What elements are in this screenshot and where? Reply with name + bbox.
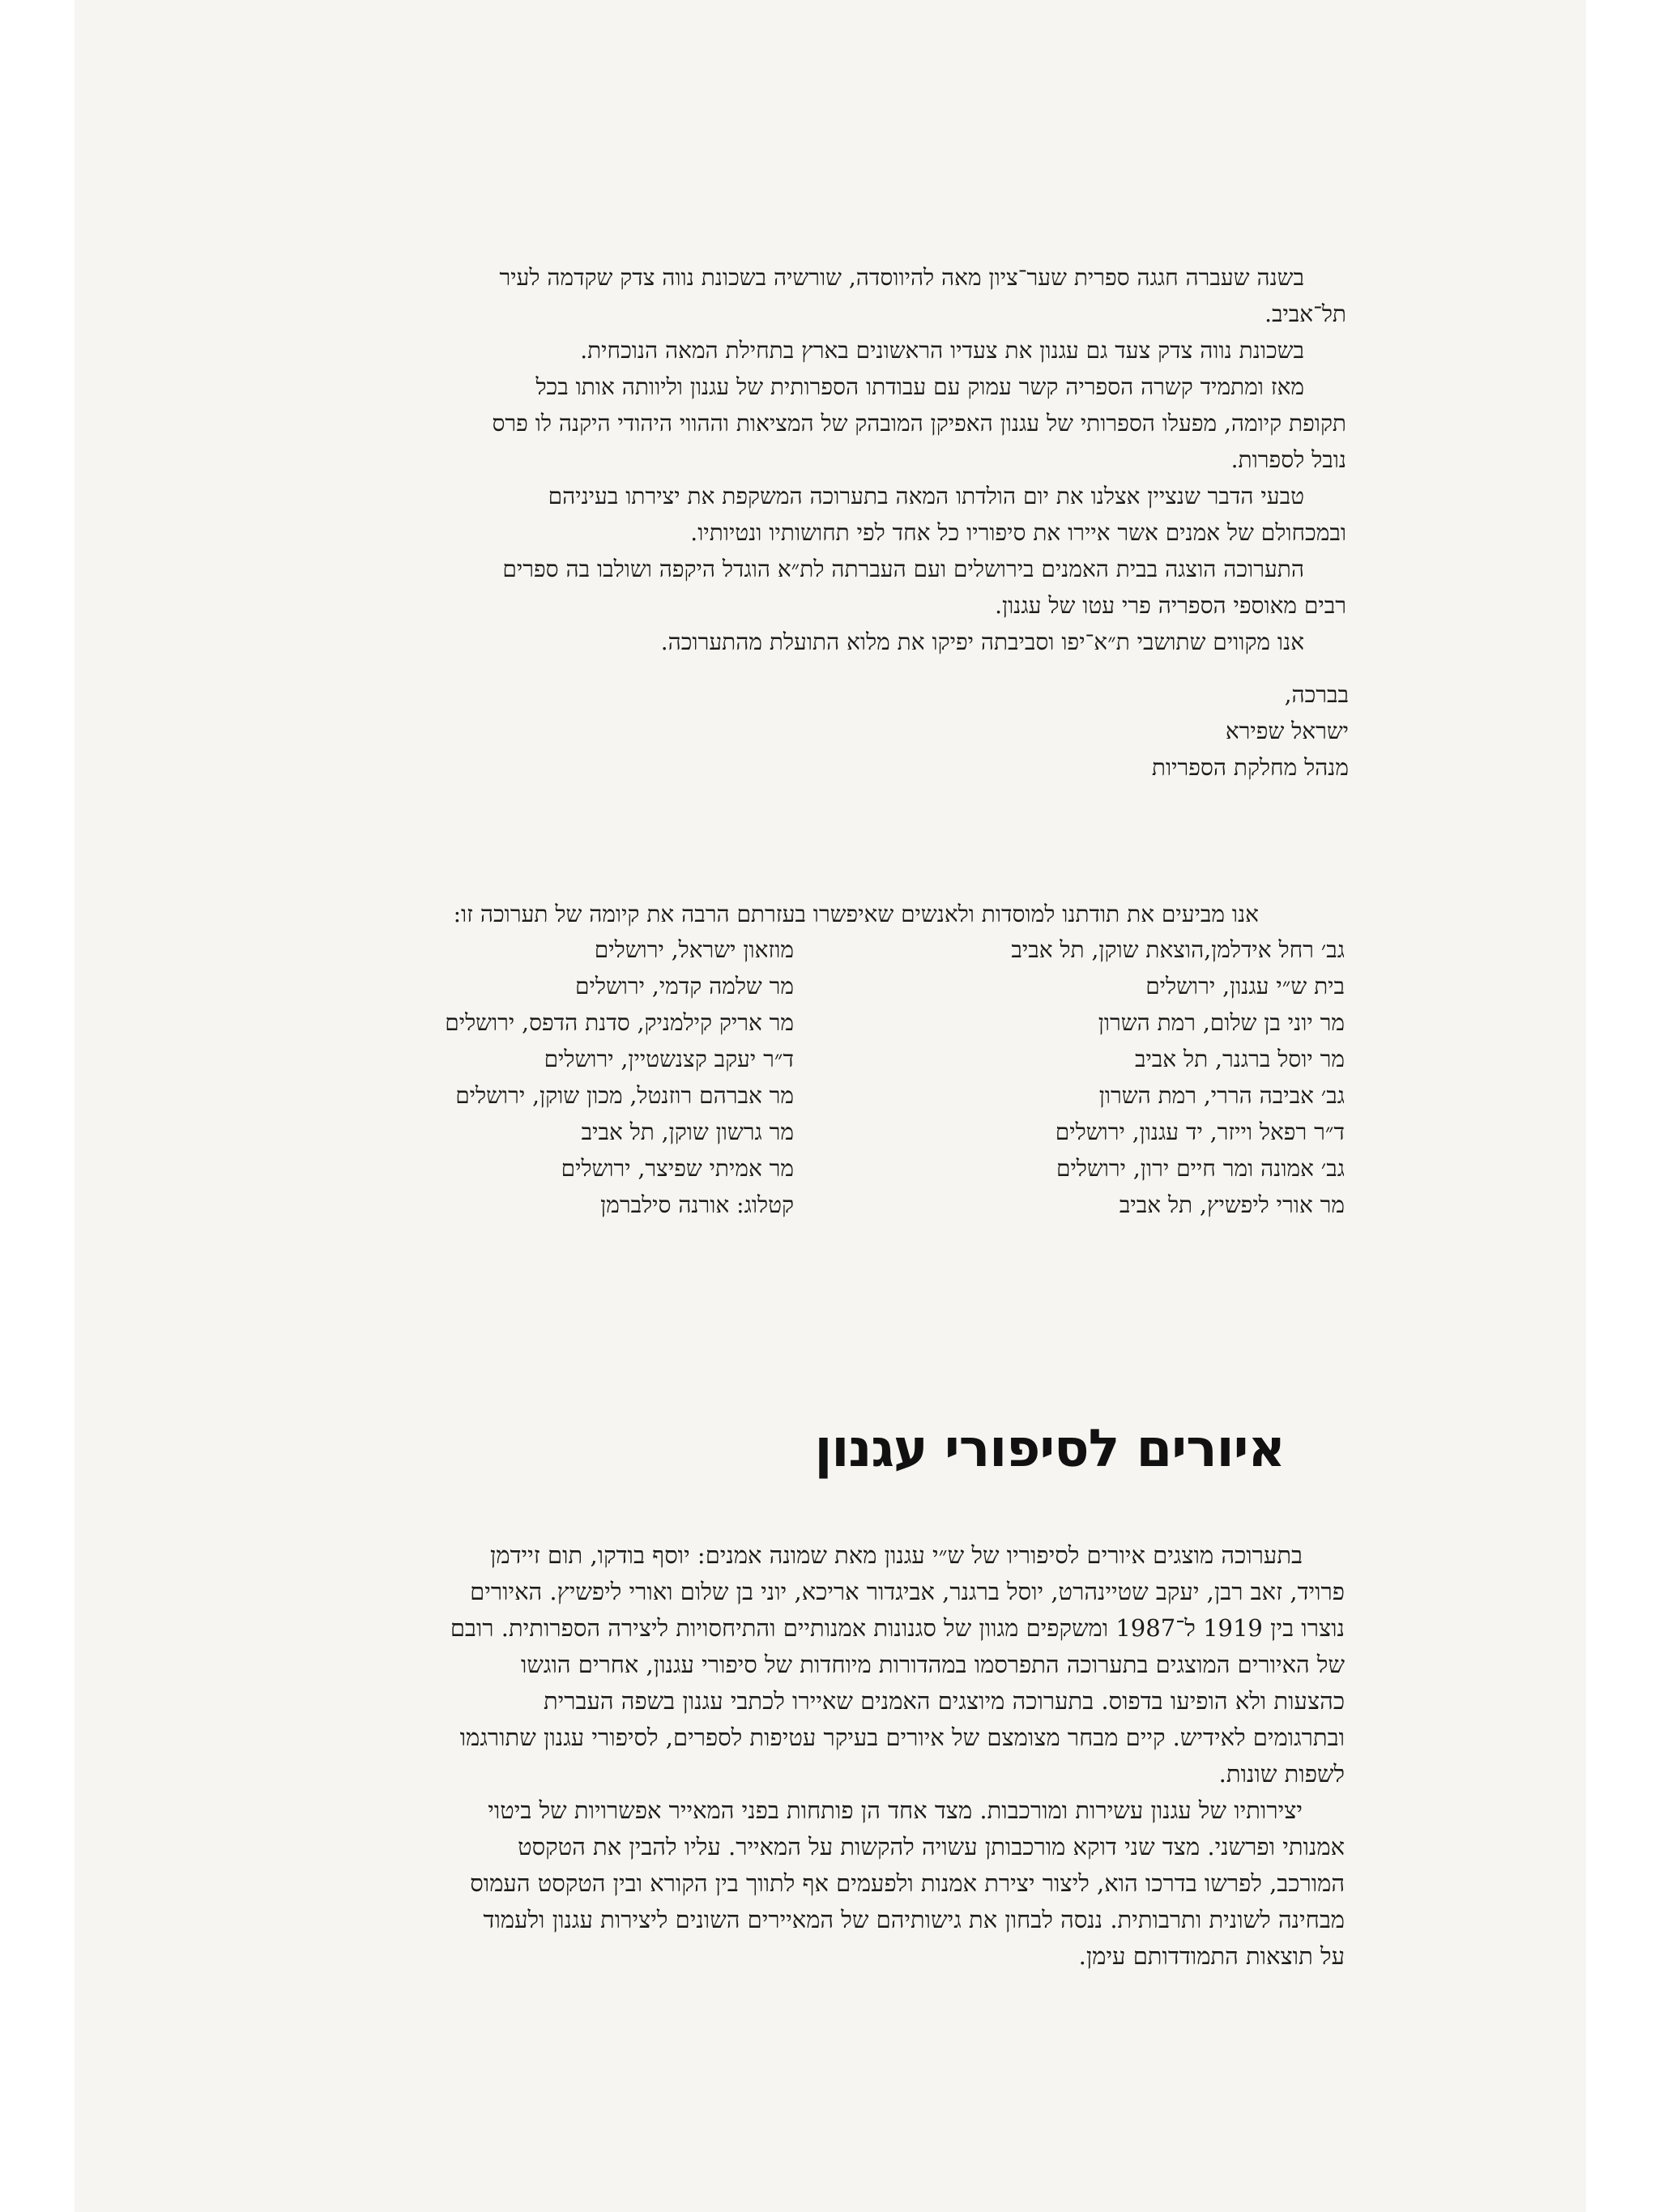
acknowledgments-right-column <box>940 931 1345 1223</box>
intro-line: בשכונת נווה צדק צעד גם עגנון את צעדיו הראשונים בארץ בתחילת המאה הנוכחית. <box>580 337 1304 364</box>
section-title: איורים לסיפורי עגנון <box>814 1419 1285 1479</box>
acknowledgment-entry: בית ש״י עגנון, ירושלים <box>1145 973 1345 999</box>
body-line: המורכב, לפרשו בדרכו הוא, ליצור יצירת אמנות ולפעמים אף לתווך בין הקורא ובין הטקסט העמוס <box>470 1869 1345 1897</box>
body-line: ובתרגומים לאידיש. קיים מבחר מצומצם של איורים בעיקר עטיפות לספרים, לסיפורי עגנון שתורגמו <box>459 1724 1345 1751</box>
body-line: יצירותיו של עגנון עשירות ומורכבות. מצד אחד הן פותחות בפני המאייר אפשרויות של ביטוי <box>488 1796 1303 1824</box>
body-line: כהצעות ולא הופיעו בדפוס. בתערוכה מיוצגים האמנים שאיירו לכתבי עגנון בשפה העברית <box>543 1687 1345 1715</box>
intro-line: נובל לספרות. <box>1230 446 1346 473</box>
body-line: מבחינה לשונית ותרבותית. ננסה לבחון את גישותיהם של המאיירים השונים ליצירות עגנון ולעמוד <box>483 1906 1345 1933</box>
body-line: פרויד, זאב רבן, יעקב שטיינהרט, יוסל ברגנר, אביגדור אריכא, יוני בן שלום ואורי ליפשיץ. האיורים <box>470 1578 1345 1605</box>
acknowledgments-lead-text: אנו מביעים את תודתנו למוסדות ולאנשים שאיפשרו בעזרתם הרבה את קיומה של תערוכה זו: <box>453 901 1259 927</box>
acknowledgment-entry: גב׳ רחל אידלמן,הוצאת שוקן, תל אביב <box>1011 936 1345 963</box>
signature-block <box>863 676 1349 786</box>
intro-paragraphs <box>188 259 1346 660</box>
acknowledgment-entry: גב׳ אמונה ומר חיים ירון, ירושלים <box>1056 1155 1345 1182</box>
intro-line: אנו מקווים שתושבי ת״א־יפו וסביבתה יפיקו את מלוא התועלת מהתערוכה. <box>660 629 1304 655</box>
intro-line: רבים מאוספי הספריה פרי עטו של עגנון. <box>995 592 1346 619</box>
acknowledgment-entry: גב׳ אביבה הררי, רמת השרון <box>1098 1082 1345 1109</box>
acknowledgment-entry: מר גרשון שוקן, תל אביב <box>581 1119 794 1145</box>
body-paragraphs <box>162 1537 1345 1975</box>
body-line: על תוצאות התמודדותם עימן. <box>1078 1942 1345 1970</box>
body-line: לשפות שונות. <box>1218 1760 1345 1788</box>
acknowledgment-entry: מר אריק קילמניק, סדנת הדפס, ירושלים <box>445 1009 794 1036</box>
acknowledgment-entry: מר יוני בן שלום, רמת השרון <box>1098 1009 1345 1036</box>
intro-line: בשנה שעברה חגגה ספרית שער־ציון מאה להיווסדה, שורשיה בשכונת נווה צדק שקדמה לעיר <box>499 264 1304 291</box>
body-line: בתערוכה מוצגים איורים לסיפוריו של ש״י עגנון מאת שמונה אמנים: יוסף בודקו, תום זיידמן <box>489 1541 1303 1569</box>
intro-line: מאז ומתמיד קשרה הספריה קשר עמוק עם עבודתו הספרותית של עגנון וליוותה אותו בכל <box>535 373 1304 400</box>
acknowledgment-entry: מר אורי ליפשיץ, תל אביב <box>1119 1191 1345 1218</box>
scan-margin-left <box>0 0 75 2212</box>
intro-line: תקופת קיומה, מפעלו הספרותי של עגנון האפיקן המובהק של המציאות וההווי היהודי היקנה לו פרס <box>492 410 1346 437</box>
scan-margin-right <box>1586 0 1659 2212</box>
acknowledgment-entry: מוזאון ישראל, ירושלים <box>594 936 794 963</box>
acknowledgment-entry: מר שלמה קדמי, ירושלים <box>575 973 794 999</box>
intro-line: טבעי הדבר שנציין אצלנו את יום הולדתו המאה בתערוכה המשקפת את יצירתו בעיניהם <box>548 483 1304 509</box>
intro-line: התערוכה הוצגה בבית האמנים בירושלים ועם העברתה לת״א הוגדל היקפה ושולבו בה ספרים <box>502 556 1304 582</box>
acknowledgment-entry: מר יוסל ברגנר, תל אביב <box>1134 1046 1345 1072</box>
acknowledgment-entry: מר אברהם רוזנטל, מכון שוקן, ירושלים <box>455 1082 794 1109</box>
acknowledgments-lead <box>199 896 1301 932</box>
body-line: נוצרו בין 1919 ל־1987 ומשקפים מגוון של סגנונות אמנותיים והתיחסויות ליצירה הספרותית. רובם <box>450 1614 1345 1642</box>
signature-role: מנהל מחלקת הספריות <box>1151 754 1349 781</box>
acknowledgment-entry: מר אמיתי שפיצר, ירושלים <box>561 1155 794 1182</box>
acknowledgment-entry: קטלוג: אורנה סילברמן <box>600 1191 794 1218</box>
signature-greeting: בברכה, <box>1284 681 1349 708</box>
acknowledgment-entry: ד״ר יעקב קצנשטיין, ירושלים <box>544 1046 794 1072</box>
intro-line: ובמכחולם של אמנים אשר איירו את סיפוריו כל אחד לפי תחושותיו ונטיותיו. <box>690 519 1346 546</box>
intro-line: תל־אביב. <box>1265 300 1346 327</box>
signature-name: ישראל שפירא <box>1225 718 1349 744</box>
body-line: אמנותי ופרשני. מצד שני דוקא מורכבותן עשויה להקשות על המאייר. עליו להבין את הטקסט <box>518 1833 1345 1860</box>
acknowledgments-left-column <box>227 931 794 1223</box>
body-line: של האיורים המוצגים בתערוכה התפרסמו במהדורות מיוחדות של סיפורי עגנון, אחרים הוגשו <box>520 1651 1345 1678</box>
acknowledgment-entry: ד״ר רפאל וייזר, יד עגנון, ירושלים <box>1055 1119 1345 1145</box>
